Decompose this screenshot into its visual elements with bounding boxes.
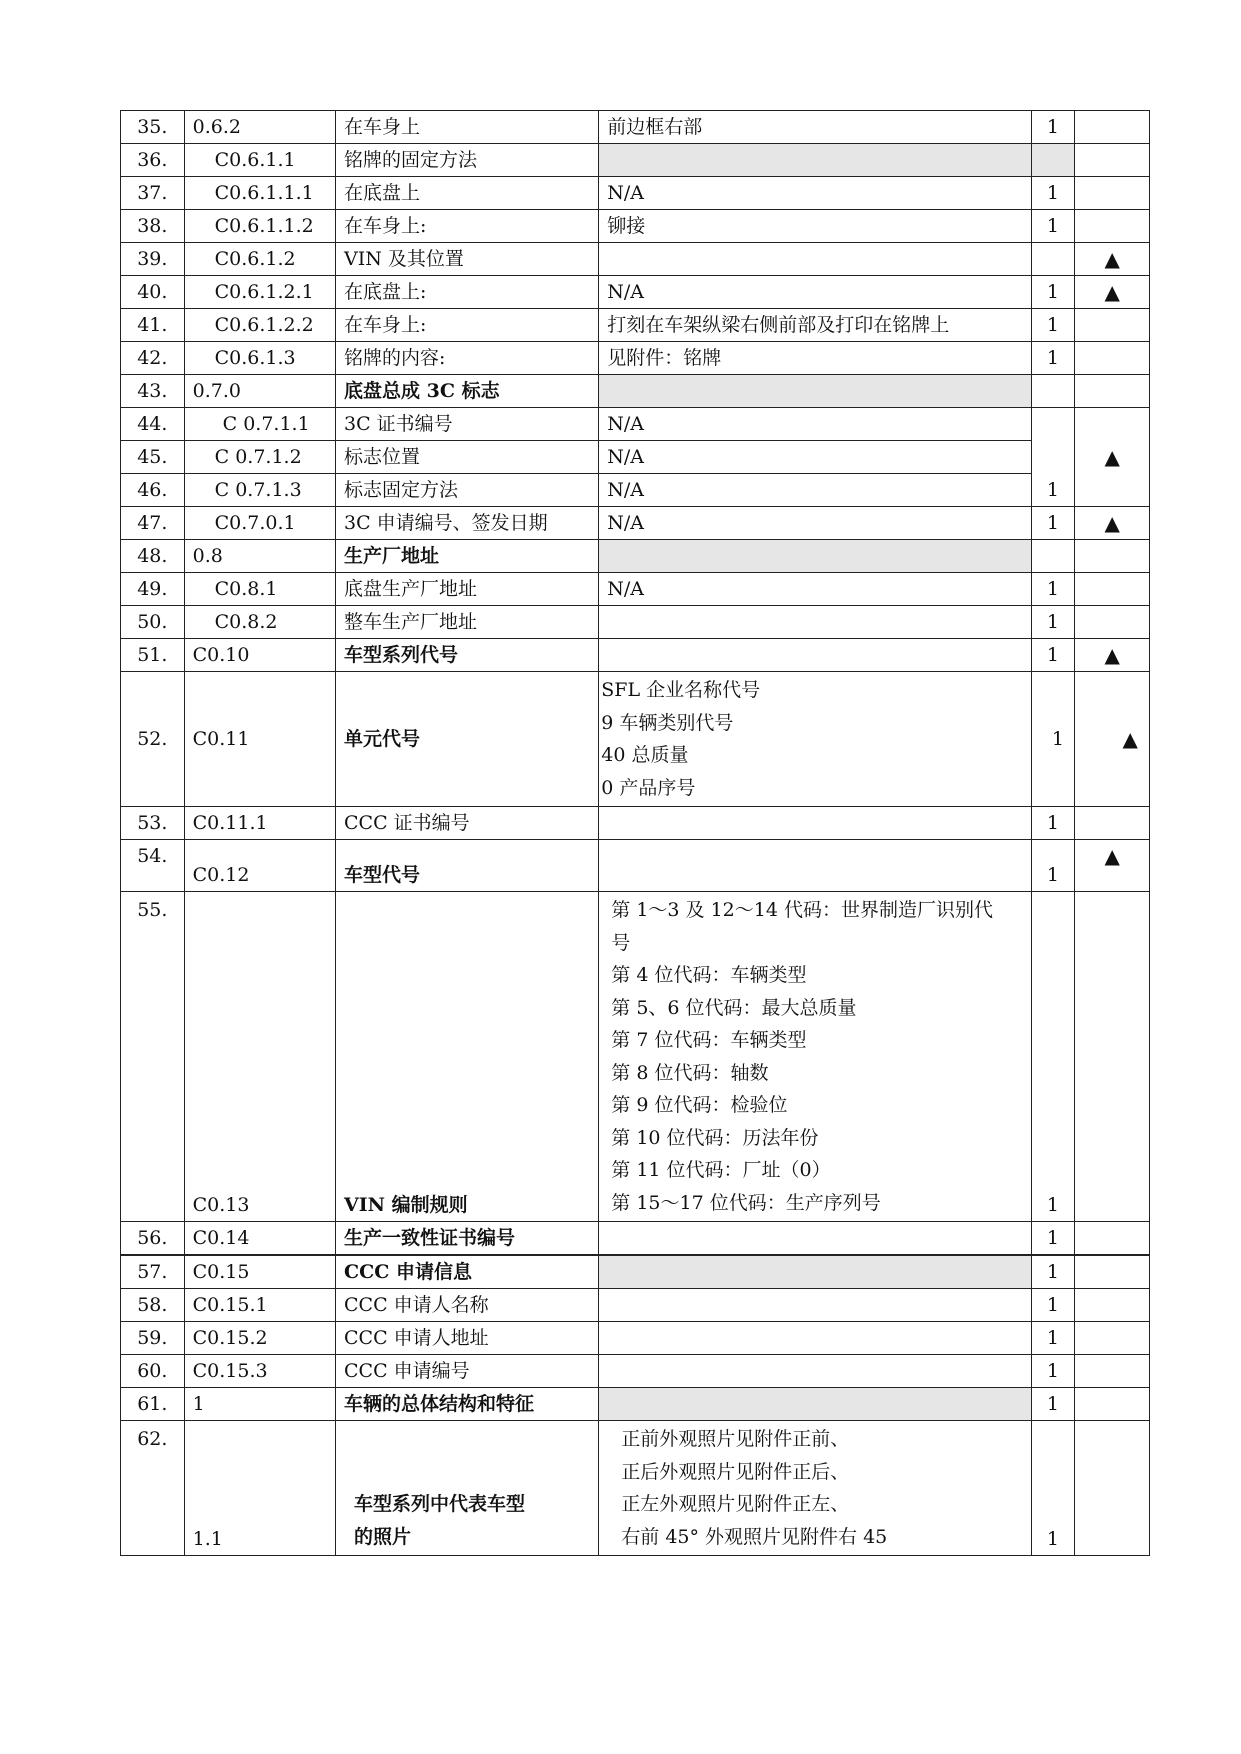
item-value xyxy=(599,807,1031,840)
item-flag: 1 xyxy=(1031,892,1075,1222)
item-code: C0.14 xyxy=(184,1222,335,1256)
item-code: C0.7.0.1 xyxy=(184,507,335,540)
section-heading: 生产一致性证书编号 xyxy=(336,1222,599,1256)
item-value: N/A xyxy=(599,441,1031,474)
triangle-marker-icon xyxy=(1075,807,1150,840)
table-row xyxy=(121,474,1150,507)
table-row xyxy=(121,1322,1150,1355)
section-heading: CCC 申请信息 xyxy=(336,1255,599,1289)
triangle-marker-icon: ▲ xyxy=(1075,507,1150,540)
item-flag xyxy=(1031,243,1075,276)
item-value xyxy=(599,639,1031,672)
item-flag xyxy=(1031,144,1075,177)
item-value: N/A xyxy=(599,177,1031,210)
table-row xyxy=(121,441,1150,474)
table-row xyxy=(121,408,1150,441)
triangle-marker-icon: ▲ xyxy=(1075,408,1150,507)
item-name: CCC 证书编号 xyxy=(336,807,599,840)
row-number: 41. xyxy=(121,309,185,342)
item-code: C 0.7.1.2 xyxy=(184,441,335,474)
item-code: C0.12 xyxy=(184,840,335,892)
section-heading xyxy=(336,1421,599,1556)
item-value: N/A xyxy=(599,474,1031,507)
section-heading: 车型系列代号 xyxy=(336,639,599,672)
table-row xyxy=(121,840,1150,892)
item-name: 整车生产厂地址 xyxy=(336,606,599,639)
section-heading: VIN 编制规则 xyxy=(336,892,599,1222)
item-code: C0.15.2 xyxy=(184,1322,335,1355)
row-number: 53. xyxy=(121,807,185,840)
item-name: 标志固定方法 xyxy=(336,474,599,507)
item-value xyxy=(599,1222,1031,1256)
item-code: C 0.7.1.1 xyxy=(184,408,335,441)
triangle-marker-icon xyxy=(1075,1421,1150,1556)
item-value-lines xyxy=(599,1421,1031,1556)
item-name-line: 车型系列中代表车型 xyxy=(354,1493,526,1515)
triangle-marker-icon xyxy=(1075,1355,1150,1388)
row-number: 58. xyxy=(121,1289,185,1322)
row-number: 40. xyxy=(121,276,185,309)
section-heading: 单元代号 xyxy=(336,672,599,807)
triangle-marker-icon: ▲ xyxy=(1075,672,1150,807)
row-number: 43. xyxy=(121,375,185,408)
value-line: 第 15～17 位代码：生产序列号 xyxy=(611,1191,881,1214)
item-flag: 1 xyxy=(1031,807,1075,840)
table-row xyxy=(121,309,1150,342)
section-heading: 生产厂地址 xyxy=(336,540,599,573)
item-code: C0.15.1 xyxy=(184,1289,335,1322)
item-code: C0.6.1.1.2 xyxy=(184,210,335,243)
triangle-marker-icon xyxy=(1075,606,1150,639)
row-number: 62. xyxy=(121,1421,185,1556)
item-name: 在车身上: xyxy=(336,309,599,342)
value-line: SFL 企业名称代号 xyxy=(601,679,761,701)
item-flag: 1 xyxy=(1031,507,1075,540)
triangle-marker-icon xyxy=(1075,375,1150,408)
item-value xyxy=(599,606,1031,639)
item-name: 在底盘上 xyxy=(336,177,599,210)
value-line: 第 5、6 位代码：最大总质量 xyxy=(611,996,857,1019)
item-name-line: 的照片 xyxy=(354,1525,412,1548)
table-row xyxy=(121,892,1150,1222)
item-value xyxy=(599,243,1031,276)
item-flag: 1 xyxy=(1031,1222,1075,1256)
item-flag: 1 xyxy=(1031,309,1075,342)
value-line: 第 7 位代码：车辆类型 xyxy=(611,1029,807,1051)
item-flag: 1 xyxy=(1031,177,1075,210)
item-name: 3C 证书编号 xyxy=(336,408,599,441)
triangle-marker-icon xyxy=(1075,892,1150,1222)
table-row xyxy=(121,177,1150,210)
item-flag: 1 xyxy=(1031,573,1075,606)
item-value xyxy=(599,1388,1031,1421)
item-value: 见附件：铭牌 xyxy=(599,342,1031,375)
value-line: 第 8 位代码：轴数 xyxy=(611,1061,769,1084)
item-code: C0.6.1.2.2 xyxy=(184,309,335,342)
item-name: 底盘生产厂地址 xyxy=(336,573,599,606)
item-value xyxy=(599,1255,1031,1289)
table-row xyxy=(121,243,1150,276)
item-flag xyxy=(1031,540,1075,573)
item-value xyxy=(599,144,1031,177)
triangle-marker-icon xyxy=(1075,1388,1150,1421)
triangle-marker-icon xyxy=(1075,111,1150,144)
item-flag: 1 xyxy=(1031,111,1075,144)
item-value xyxy=(599,1322,1031,1355)
table-row xyxy=(121,111,1150,144)
row-number: 39. xyxy=(121,243,185,276)
table-row xyxy=(121,210,1150,243)
item-name: 铭牌的内容: xyxy=(336,342,599,375)
row-number: 45. xyxy=(121,441,185,474)
value-line: 第 11 位代码：厂址（0） xyxy=(611,1159,831,1181)
group-flag: 1 xyxy=(1031,408,1075,507)
item-value-lines xyxy=(599,672,1031,807)
item-code: C0.6.1.1 xyxy=(184,144,335,177)
value-line: 40 总质量 xyxy=(601,744,689,766)
item-flag: 1 xyxy=(1031,210,1075,243)
item-code: C 0.7.1.3 xyxy=(184,474,335,507)
triangle-marker-icon xyxy=(1075,210,1150,243)
item-name: 在底盘上: xyxy=(336,276,599,309)
table-row xyxy=(121,144,1150,177)
table-row xyxy=(121,375,1150,408)
item-name: CCC 申请人名称 xyxy=(336,1289,599,1322)
table-row xyxy=(121,342,1150,375)
row-number: 51. xyxy=(121,639,185,672)
item-code: 0.7.0 xyxy=(184,375,335,408)
item-value xyxy=(599,1289,1031,1322)
triangle-marker-icon: ▲ xyxy=(1075,840,1150,892)
item-code: C0.6.1.3 xyxy=(184,342,335,375)
triangle-marker-icon xyxy=(1075,1289,1150,1322)
triangle-marker-icon xyxy=(1075,1222,1150,1256)
item-code: 0.8 xyxy=(184,540,335,573)
item-flag: 1 xyxy=(1031,1322,1075,1355)
section-heading: 底盘总成 3C 标志 xyxy=(336,375,599,408)
triangle-marker-icon xyxy=(1075,573,1150,606)
triangle-marker-icon xyxy=(1075,144,1150,177)
row-number: 61. xyxy=(121,1388,185,1421)
item-code: C0.10 xyxy=(184,639,335,672)
row-number: 42. xyxy=(121,342,185,375)
item-flag: 1 xyxy=(1031,1255,1075,1289)
item-flag: 1 xyxy=(1031,672,1075,807)
table-row xyxy=(121,606,1150,639)
item-value: 打刻在车架纵梁右侧前部及打印在铭牌上 xyxy=(599,309,1031,342)
item-code: C0.6.1.1.1 xyxy=(184,177,335,210)
triangle-marker-icon xyxy=(1075,1322,1150,1355)
triangle-marker-icon xyxy=(1075,540,1150,573)
item-flag: 1 xyxy=(1031,1355,1075,1388)
item-name: 铭牌的固定方法 xyxy=(336,144,599,177)
row-number: 54. xyxy=(121,840,185,892)
table-row xyxy=(121,1355,1150,1388)
item-flag: 1 xyxy=(1031,639,1075,672)
item-value: N/A xyxy=(599,507,1031,540)
item-code: C0.6.1.2.1 xyxy=(184,276,335,309)
value-line: 右前 45° 外观照片见附件右 45 xyxy=(621,1525,888,1548)
item-value: N/A xyxy=(599,573,1031,606)
item-value xyxy=(599,840,1031,892)
row-number: 35. xyxy=(121,111,185,144)
item-flag: 1 xyxy=(1031,1289,1075,1322)
triangle-marker-icon xyxy=(1075,1255,1150,1289)
item-code: C0.8.2 xyxy=(184,606,335,639)
row-number: 48. xyxy=(121,540,185,573)
table-row xyxy=(121,1222,1150,1256)
item-flag: 1 xyxy=(1031,342,1075,375)
triangle-marker-icon xyxy=(1075,342,1150,375)
value-line: 第 9 位代码：检验位 xyxy=(611,1094,788,1116)
item-name: CCC 申请人地址 xyxy=(336,1322,599,1355)
value-line: 第 4 位代码：车辆类型 xyxy=(611,964,807,986)
triangle-marker-icon xyxy=(1075,309,1150,342)
item-flag: 1 xyxy=(1031,606,1075,639)
value-line: 第 10 位代码：历法年份 xyxy=(611,1126,819,1149)
item-flag: 1 xyxy=(1031,840,1075,892)
value-line: 0 产品序号 xyxy=(601,776,696,799)
row-number: 59. xyxy=(121,1322,185,1355)
item-name: 在车身上: xyxy=(336,210,599,243)
section-heading: 车辆的总体结构和特征 xyxy=(336,1388,599,1421)
item-code: 1.1 xyxy=(184,1421,335,1556)
item-code: 0.6.2 xyxy=(184,111,335,144)
value-line: 正后外观照片见附件正后、 xyxy=(621,1460,850,1483)
item-flag: 1 xyxy=(1031,276,1075,309)
table-row xyxy=(121,1255,1150,1289)
item-flag: 1 xyxy=(1031,1421,1075,1556)
item-value xyxy=(599,1355,1031,1388)
item-code: C0.8.1 xyxy=(184,573,335,606)
table-row xyxy=(121,573,1150,606)
row-number: 49. xyxy=(121,573,185,606)
row-number: 36. xyxy=(121,144,185,177)
table-row xyxy=(121,1289,1150,1322)
item-name: 在车身上 xyxy=(336,111,599,144)
item-flag xyxy=(1031,375,1075,408)
table-row xyxy=(121,276,1150,309)
value-line: 9 车辆类别代号 xyxy=(601,711,734,734)
table-row xyxy=(121,639,1150,672)
item-code: C0.11.1 xyxy=(184,807,335,840)
item-value-lines xyxy=(599,892,1031,1222)
item-value xyxy=(599,540,1031,573)
table-row xyxy=(121,507,1150,540)
row-number: 38. xyxy=(121,210,185,243)
row-number: 60. xyxy=(121,1355,185,1388)
spec-table xyxy=(120,110,1150,1556)
item-name: VIN 及其位置 xyxy=(336,243,599,276)
item-value: 前边框右部 xyxy=(599,111,1031,144)
item-code: C0.15 xyxy=(184,1255,335,1289)
row-number: 56. xyxy=(121,1222,185,1256)
row-number: 46. xyxy=(121,474,185,507)
item-code: C0.6.1.2 xyxy=(184,243,335,276)
item-code: C0.11 xyxy=(184,672,335,807)
triangle-marker-icon xyxy=(1075,177,1150,210)
table-row xyxy=(121,540,1150,573)
table-row xyxy=(121,807,1150,840)
section-heading: 车型代号 xyxy=(336,840,599,892)
row-number: 52. xyxy=(121,672,185,807)
item-value: 铆接 xyxy=(599,210,1031,243)
item-value: N/A xyxy=(599,276,1031,309)
item-code: 1 xyxy=(184,1388,335,1421)
table-row xyxy=(121,1388,1150,1421)
item-flag: 1 xyxy=(1031,1388,1075,1421)
value-line: 第 1～3 及 12～14 代码：世界制造厂识别代 xyxy=(611,899,993,921)
value-line: 正左外观照片见附件正左、 xyxy=(621,1493,850,1515)
item-name: CCC 申请编号 xyxy=(336,1355,599,1388)
triangle-marker-icon: ▲ xyxy=(1075,639,1150,672)
row-number: 57. xyxy=(121,1255,185,1289)
value-line: 正前外观照片见附件正前、 xyxy=(621,1428,850,1450)
triangle-marker-icon: ▲ xyxy=(1075,276,1150,309)
row-number: 47. xyxy=(121,507,185,540)
row-number: 50. xyxy=(121,606,185,639)
item-code: C0.13 xyxy=(184,892,335,1222)
row-number: 55. xyxy=(121,892,185,1222)
item-value xyxy=(599,375,1031,408)
table-row xyxy=(121,1421,1150,1556)
triangle-marker-icon: ▲ xyxy=(1075,243,1150,276)
item-name: 3C 申请编号、签发日期 xyxy=(336,507,599,540)
row-number: 44. xyxy=(121,408,185,441)
table-row xyxy=(121,672,1150,807)
item-code: C0.15.3 xyxy=(184,1355,335,1388)
item-value: N/A xyxy=(599,408,1031,441)
row-number: 37. xyxy=(121,177,185,210)
value-line: 号 xyxy=(611,931,631,954)
item-name: 标志位置 xyxy=(336,441,599,474)
